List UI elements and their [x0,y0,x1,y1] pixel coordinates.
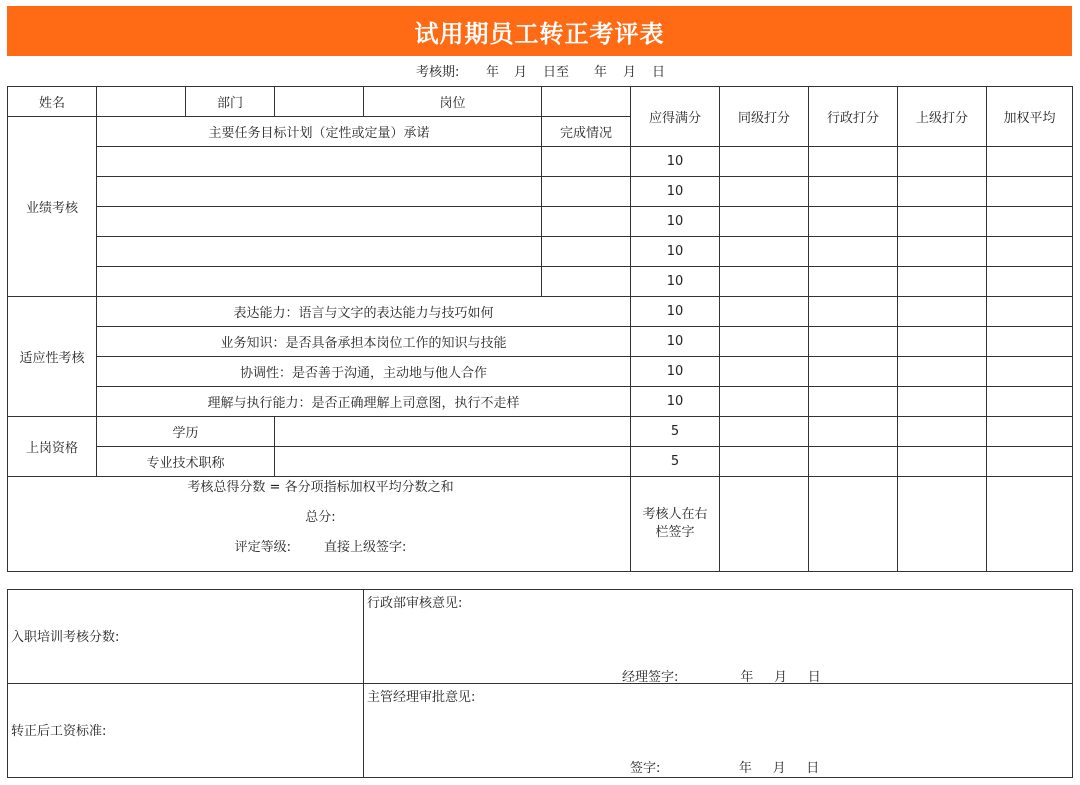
adaptability-label: 适应性考核 [8,297,97,417]
peer-score-field[interactable] [720,447,809,477]
admin-score-field[interactable] [809,297,898,327]
full-score-cell: 5 [631,417,720,447]
period-end-month: 月 [623,65,637,80]
weighted-average-field[interactable] [987,147,1073,177]
superior-score-field[interactable] [898,357,987,387]
completion-field[interactable] [542,267,631,297]
full-score-cell: 10 [631,177,720,207]
superior-score-field[interactable] [898,177,987,207]
peer-score-field[interactable] [720,207,809,237]
weighted-average-field[interactable] [987,447,1073,477]
grade-label: 评定等级: [234,540,291,555]
period-end-day: 日 [652,65,666,80]
full-score-cell: 10 [631,327,720,357]
admin-score-field[interactable] [809,327,898,357]
full-score-cell: 10 [631,267,720,297]
full-score-cell: 10 [631,147,720,177]
admin-score-field[interactable] [809,357,898,387]
period-start-day: 日至 [543,65,570,80]
admin-score-field[interactable] [809,207,898,237]
admin-score-header: 行政打分 [809,87,898,147]
admin-score-field[interactable] [809,447,898,477]
peer-score-field[interactable] [720,297,809,327]
peer-score-field[interactable] [720,237,809,267]
superior-score-field[interactable] [898,147,987,177]
weighted-average-field[interactable] [987,297,1073,327]
superior-score-field[interactable] [898,387,987,417]
superior-signature-field[interactable] [898,477,987,572]
peer-score-field[interactable] [720,357,809,387]
full-score-cell: 5 [631,447,720,477]
weighted-average-field[interactable] [987,207,1073,237]
weighted-average-field[interactable] [987,177,1073,207]
weighted-signature-field[interactable] [987,477,1073,572]
period-end-year: 年 [594,65,608,80]
title-field[interactable] [275,447,631,477]
period-start-year: 年 [486,65,500,80]
dept-label: 部门 [186,87,275,117]
admin-review-label: 行政部审核意见: [367,596,463,611]
superior-score-field[interactable] [898,327,987,357]
superior-score-header: 上级打分 [898,87,987,147]
peer-score-field[interactable] [720,177,809,207]
dept-field[interactable] [275,87,364,117]
position-label: 岗位 [364,87,542,117]
superior-score-field[interactable] [898,447,987,477]
total-score-formula: 考核总得分数 = 各分项指标加权平均分数之和 [187,480,454,495]
completion-header: 完成情况 [542,117,631,147]
weighted-average-field[interactable] [987,237,1073,267]
full-score-cell: 10 [631,207,720,237]
period-label: 考核期: [416,65,460,80]
assessment-period [0,59,1080,81]
director-signature-label: 签字: [630,761,661,776]
superior-signature-label: 直接上级签字: [324,540,407,555]
reviewer-note: 考核人在右栏签字 [631,477,720,572]
criterion-text: 理解与执行能力：是否正确理解上司意图，执行不走样 [97,387,631,417]
weighted-average-field[interactable] [987,357,1073,387]
superior-score-field[interactable] [898,297,987,327]
superior-score-field[interactable] [898,417,987,447]
admin-score-field[interactable] [809,147,898,177]
full-score-header: 应得满分 [631,87,720,147]
weighted-average-field[interactable] [987,267,1073,297]
training-score-label: 入职培训考核分数: [11,630,120,645]
completion-field[interactable] [542,237,631,267]
completion-field[interactable] [542,207,631,237]
full-score-cell: 10 [631,237,720,267]
position-field[interactable] [542,87,631,117]
peer-score-header: 同级打分 [720,87,809,147]
completion-field[interactable] [542,177,631,207]
admin-review-cell[interactable] [364,590,1073,684]
superior-score-field[interactable] [898,237,987,267]
salary-standard-label: 转正后工资标准: [11,724,107,739]
peer-score-field[interactable] [720,147,809,177]
peer-score-field[interactable] [720,387,809,417]
weighted-average-field[interactable] [987,327,1073,357]
full-score-cell: 10 [631,297,720,327]
manager-sign-date: 年 月 日 [740,670,821,685]
director-review-cell[interactable] [364,684,1073,778]
peer-score-field[interactable] [720,417,809,447]
period-start-month: 月 [514,65,528,80]
title-bar [7,6,1072,56]
weighted-average-field[interactable] [987,387,1073,417]
name-label: 姓名 [8,87,97,117]
performance-label: 业绩考核 [8,117,97,297]
manager-signature-label: 经理签字: [622,670,679,685]
peer-score-field[interactable] [720,267,809,297]
total-score-label: 总分: [305,510,336,525]
title-label: 专业技术职称 [97,447,275,477]
salary-standard-cell[interactable] [8,684,364,778]
qualification-label: 上岗资格 [8,417,97,477]
admin-score-field[interactable] [809,177,898,207]
director-review-label: 主管经理审批意见: [367,690,476,705]
full-score-cell: 10 [631,357,720,387]
admin-score-field[interactable] [809,237,898,267]
name-field[interactable] [97,87,186,117]
goal-field[interactable] [97,237,542,267]
weighted-average-field[interactable] [987,417,1073,447]
director-signature-line [630,757,819,776]
goal-field[interactable] [97,207,542,237]
superior-score-field[interactable] [898,267,987,297]
completion-field[interactable] [542,147,631,177]
criterion-text: 业务知识：是否具备承担本岗位工作的知识与技能 [97,327,631,357]
goals-header: 主要任务目标计划（定性或定量）承诺 [97,117,542,147]
admin-score-field[interactable] [809,267,898,297]
page-title: 试用期员工转正考评表 [414,19,665,48]
evaluation-table [7,86,1073,572]
summary-notes [8,477,631,572]
admin-score-field[interactable] [809,417,898,447]
peer-score-field[interactable] [720,327,809,357]
admin-signature-field[interactable] [809,477,898,572]
training-score-cell[interactable] [8,590,364,684]
goal-field[interactable] [97,177,542,207]
criterion-text: 表达能力：语言与文字的表达能力与技巧如何 [97,297,631,327]
approval-table [7,589,1073,778]
manager-signature-line [622,666,821,685]
goal-field[interactable] [97,267,542,297]
education-label: 学历 [97,417,275,447]
admin-score-field[interactable] [809,387,898,417]
goal-field[interactable] [97,147,542,177]
weighted-average-header: 加权平均 [987,87,1073,147]
peer-signature-field[interactable] [720,477,809,572]
director-sign-date: 年 月 日 [738,761,820,776]
full-score-cell: 10 [631,387,720,417]
grade-line [10,539,628,569]
education-field[interactable] [275,417,631,447]
criterion-text: 协调性：是否善于沟通，主动地与他人合作 [97,357,631,387]
superior-score-field[interactable] [898,207,987,237]
